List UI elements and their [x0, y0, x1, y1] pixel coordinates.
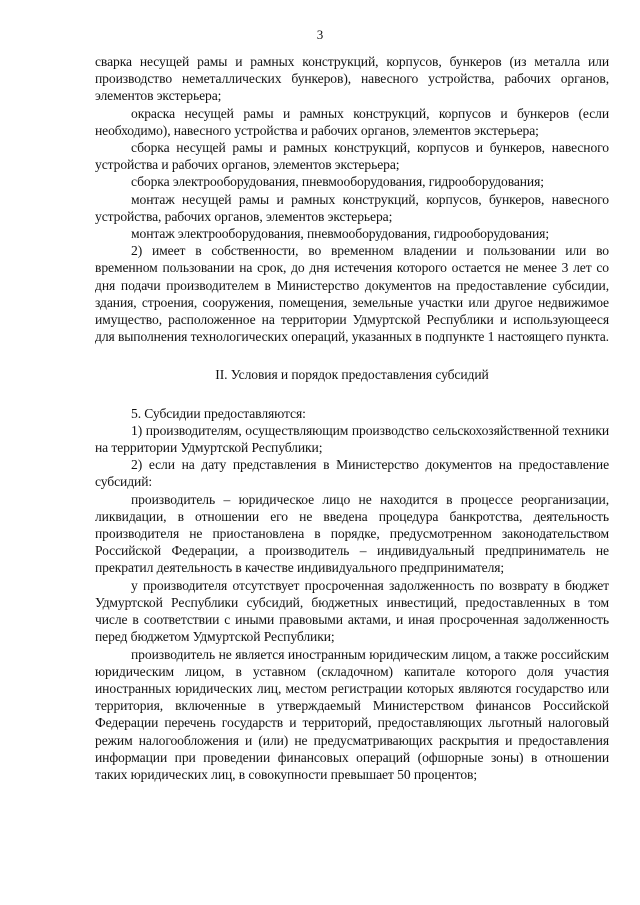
section-heading: II. Условия и порядок предоставления субсидий [215, 367, 489, 383]
paragraph-assembly-frame: сборка несущей рамы и рамных конструкций, корпусов и бункеров, навесного устройства и рабочих органов, элементов экстерьера; [95, 140, 609, 173]
document-body [95, 53, 609, 783]
paragraph-foreign-entity: производитель не является иностранным юридическим лицом, а также российским юридическим лицом, в уставном (складочном) капитале которого доля участия иностранных юридических лиц, местом регистрации которых являются государство или территория, включенные в утверждаемый Министерством финансов Российской Федерации перечень государств и территорий, предоставляющих льготный налоговый режим налогообложения и (или) не предусматривающих раскрытия и предоставления информации при проведении финансовых операций (офшорные зоны) в отношении таких юридических лиц, в совокупности превышает 50 процентов; [95, 646, 609, 782]
paragraph-subsidies-intro: 5. Субсидии предоставляются: [131, 405, 306, 421]
page-number: 3 [316, 27, 324, 42]
paragraph-mounting-electrical: монтаж электрооборудования, пневмооборудования, гидрооборудования; [131, 226, 550, 242]
paragraph-painting: окраска несущей рамы и рамных конструкций, корпусов и бункеров (если необходимо), навесного устройства и рабочих органов, элементов экстерьера; [95, 105, 609, 138]
paragraph-producers: 1) производителям, осуществляющим производство сельскохозяйственной техники на территории Удмуртской Республики; [95, 422, 609, 456]
paragraph-conditions: 2) если на дату представления в Министерство документов на предоставление субсидий: [95, 457, 609, 490]
paragraph-welding: сварка несущей рамы и рамных конструкций, корпусов, бункеров (из металла или производство неметаллических бункеров), навесного устройства, рабочих органов, элементов экстерьера; [95, 54, 609, 104]
paragraph-legal-entity: производитель – юридическое лицо не находится в процессе реорганизации, ликвидации, в отношении его не введена процедура банкротства, деятельность производителя не приостановлена в порядке, предусмотренном законодательством Российской Федерации, а производитель – индивидуальный предприниматель не прекратил деятельность в качестве индивидуального предпринимателя; [95, 491, 609, 576]
paragraph-assembly-electrical: сборка электрооборудования, пневмооборудования, гидрооборудования; [131, 174, 544, 190]
paragraph-debt: у производителя отсутствует просроченная задолженность по возврату в бюджет Удмуртской Республики субсидий, бюджетных инвестиций, предоставленных в том числе в соответствии с иными правовыми актами, и иная просроченная задолженность перед бюджетом Удмуртской Республики; [95, 577, 609, 645]
paragraph-mounting-frame: монтаж несущей рамы и рамных конструкций, корпусов, бункеров, навесного устройства, рабочих органов, элементов экстерьера; [95, 191, 609, 224]
paragraph-property: 2) имеет в собственности, во временном владении и пользовании или во временном пользовании на срок, до дня истечения которого остается не менее 3 лет со дня подачи производителем в Министерство документов на предоставление субсидии, здания, строения, сооружения, помещения, земельные участки или другое недвижимое имущество, расположенное на территории Удмуртской Республики и использующееся для выполнения технологических операций, указанных в подпункте 1 настоящего пункта. [95, 243, 609, 345]
